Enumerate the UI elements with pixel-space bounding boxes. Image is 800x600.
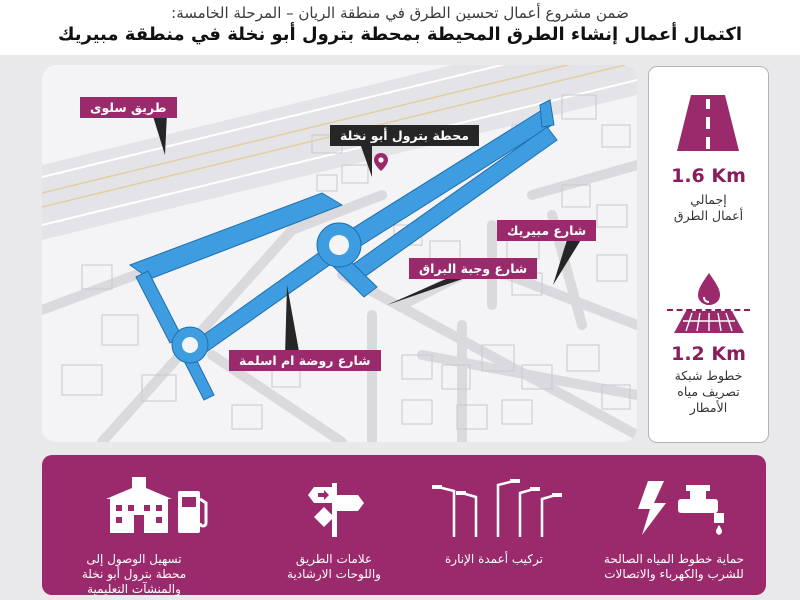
drainage-label-line2: تصريف مياه [677, 384, 740, 399]
callout-petrol-station: محطة بترول أبو نخلة [330, 125, 479, 146]
feature-utilities-label [594, 552, 754, 582]
utilities-icon [594, 477, 754, 537]
feature-street-lights-line1: تركيب أعمدة الإنارة [445, 552, 543, 566]
road-icon [677, 95, 739, 155]
road-length-value: 1.6 Km [671, 165, 746, 187]
drainage-length-value: 1.2 Km [671, 343, 746, 365]
street-lights-icon [414, 477, 574, 537]
callout-rawdat-umm-aslama-street: شارع روضة ام اسلمة [229, 350, 381, 371]
features-panel [42, 455, 766, 595]
feature-road-signs-label [254, 552, 414, 582]
feature-street-lights [414, 477, 574, 587]
rain-drain-icon [674, 273, 744, 349]
feature-road-signs [254, 477, 414, 587]
feature-utilities [594, 477, 754, 587]
map-drawing [42, 65, 637, 442]
school-fuel-icon [54, 477, 214, 537]
header-subtitle: ضمن مشروع أعمال تحسين الطرق في منطقة الريان – المرحلة الخامسة: [171, 4, 629, 22]
feature-access [54, 477, 214, 596]
feature-utilities-line1: حماية خطوط المياه الصالحة [603, 552, 745, 566]
feature-access-line2: محطة بترول أبو نخلة [81, 567, 187, 581]
feature-street-lights-label [414, 552, 574, 567]
callout-wajbat-al-buraq-street: شارع وجبة البراق [409, 258, 537, 279]
feature-access-line3: والمنشآت التعليمية [87, 582, 181, 596]
road-length-label-line1: إجمالي [690, 192, 727, 207]
header [0, 0, 800, 52]
feature-utilities-line2: للشرب والكهرباء والاتصالات [604, 567, 744, 581]
header-title: اكتمال أعمال إنشاء الطرق المحيطة بمحطة بترول أبو نخلة في منطقة مبيريك [57, 24, 743, 45]
road-length-label-line2: أعمال الطرق [673, 208, 744, 223]
project-map [42, 65, 637, 442]
callout-salwa-road: طريق سلوى [80, 97, 177, 118]
feature-road-signs-line2: واللوحات الارشادية [287, 567, 381, 581]
feature-road-signs-line1: علامات الطريق [295, 552, 373, 566]
feature-access-label [54, 552, 214, 597]
road-signs-icon [254, 477, 414, 537]
drainage-label-line3: الأمطار [689, 400, 728, 415]
stats-panel [648, 66, 769, 443]
drainage-label-line1: خطوط شبكة [674, 368, 743, 383]
callout-mubairik-street: شارع مبيريك [497, 220, 596, 241]
feature-access-line1: تسهيل الوصول إلى [86, 552, 182, 566]
